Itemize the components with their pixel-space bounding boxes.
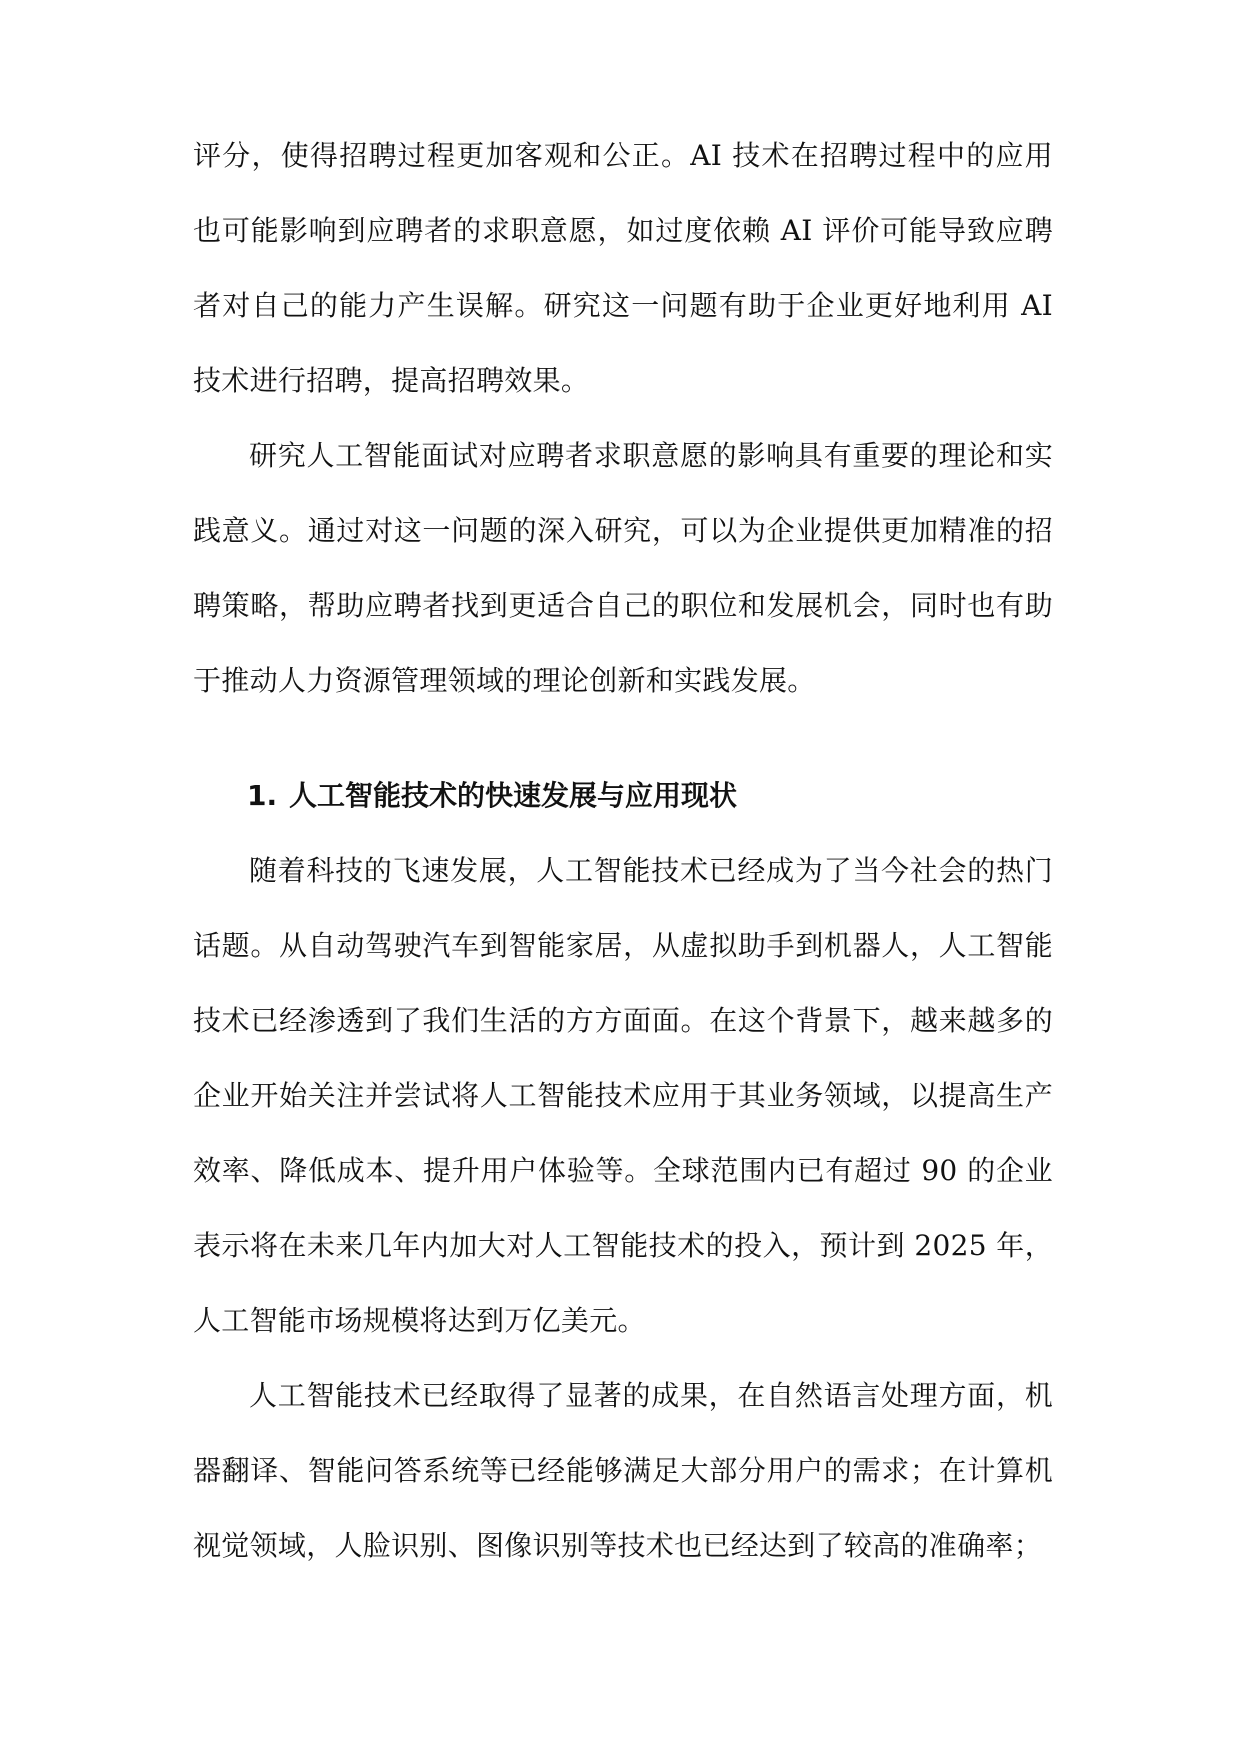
section-number: 1.	[247, 779, 278, 812]
section-spacer	[193, 718, 1053, 758]
paragraph-ai-development: 随着科技的飞速发展，人工智能技术已经成为了当今社会的热门话题。从自动驾驶汽车到智能家居，从虚拟助手到机器人，人工智能技术已经渗透到了我们生活的方方面面。在这个背景下，越来越多的企业开始关注并尝试将人工智能技术应用于其业务领域，以提高生产效率、降低成本、提升用户体验等。全球范围内已有超过 90 的企业表示将在未来几年内加大对人工智能技术的投入，预计到 2025 年，人工智能市场规模将达到万亿美元。	[193, 854, 1053, 1337]
paragraph-ai-recruitment-impact: 评分，使得招聘过程更加客观和公正。AI 技术在招聘过程中的应用也可能影响到应聘者的求职意愿，如过度依赖 AI 评价可能导致应聘者对自己的能力产生误解。研究这一问题有助于企业更好地利用 AI 技术进行招聘，提高招聘效果。	[193, 139, 1053, 397]
section-heading	[193, 758, 1053, 833]
paragraph-ai-achievements: 人工智能技术已经取得了显著的成果，在自然语言处理方面，机器翻译、智能问答系统等已经能够满足大部分用户的需求；在计算机视觉领域，人脸识别、图像识别等技术也已经达到了较高的准确率；	[193, 1379, 1053, 1562]
paragraph-research-significance: 研究人工智能面试对应聘者求职意愿的影响具有重要的理论和实践意义。通过对这一问题的深入研究，可以为企业提供更加精准的招聘策略，帮助应聘者找到更适合自己的职位和发展机会，同时也有助于推动人力资源管理领域的理论创新和实践发展。	[193, 439, 1053, 697]
section-title: 人工智能技术的快速发展与应用现状	[289, 779, 738, 812]
document-page	[193, 118, 1053, 1583]
